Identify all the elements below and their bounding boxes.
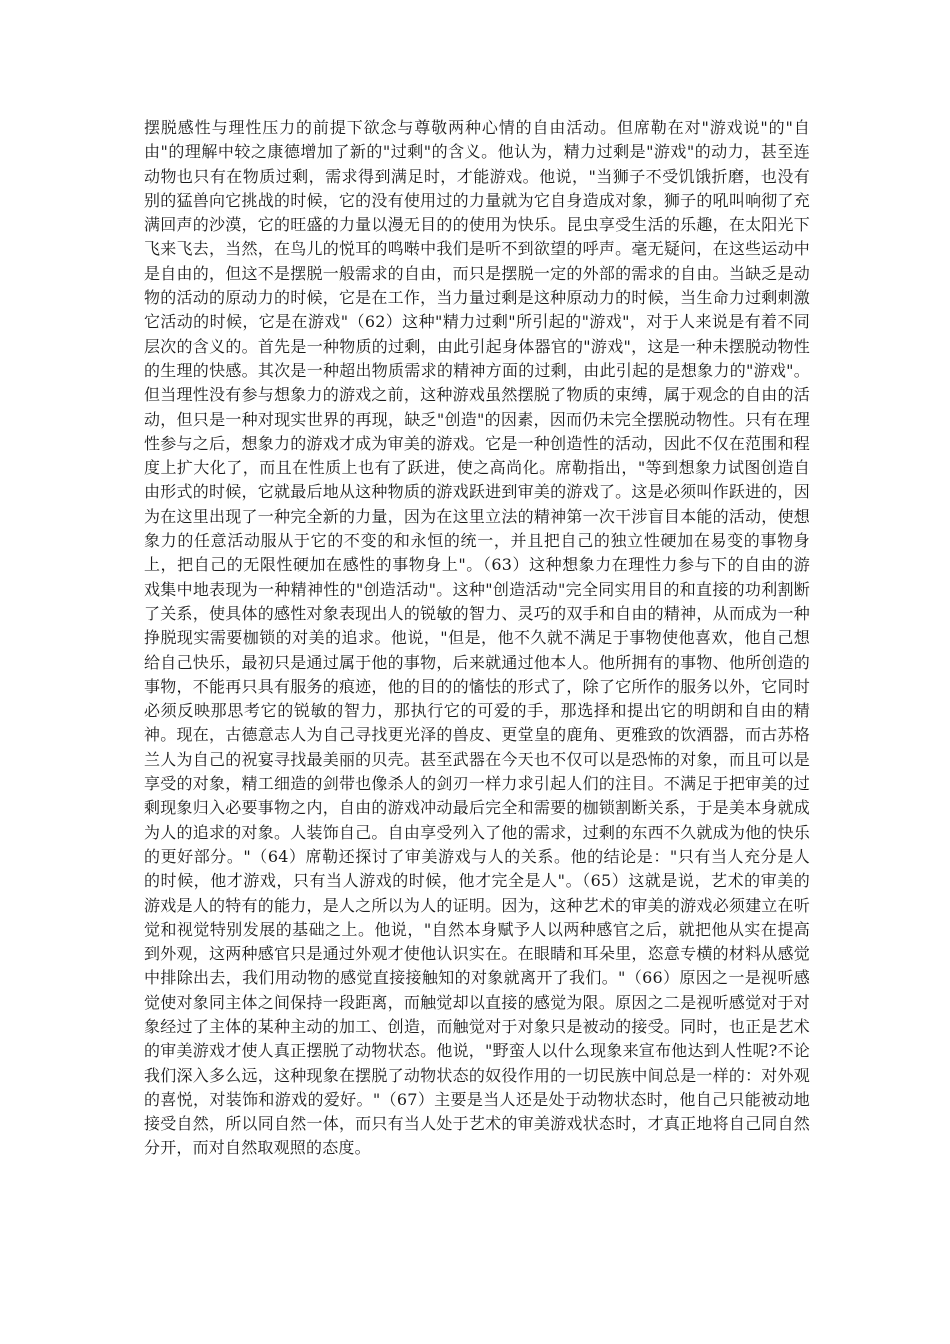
body-paragraph: 摆脱感性与理性压力的前提下欲念与尊敬两种心情的自由活动。但席勒在对"游戏说"的"自由"的理解中较之康德增加了新的"过剩"的含义。他认为，精力过剩是"游戏"的动力，甚至连动物也只有在物质过剩，需求得到满足时，才能游戏。他说，"当狮子不受饥饿折磨，也没有别的猛兽向它挑战的时候，它的没有使用过的力量就为它自身造成对象，狮子的吼叫响彻了充满回声的沙漠，它的旺盛的力量以漫无目的的使用为快乐。昆虫享受生活的乐趣，在太阳光下飞来飞去，当然，在鸟儿的悦耳的鸣啭中我们是听不到欲望的呼声。毫无疑问，在这些运动中是自由的，但这不是摆脱一般需求的自由，而只是摆脱一定的外部的需求的自由。当缺乏是动物的活动的原动力的时候，它是在工作，当力量过剩是这种原动力的时候，当生命力过剩刺激它活动的时候，它是在游戏"（62）这种"精力过剩"所引起的"游戏"，对于人来说是有着不同层次的含义的。首先是一种物质的过剩，由此引起身体器官的"游戏"，这是一种未摆脱动物性的生理的快感。其次是一种超出物质需求的精神方面的过剩，由此引起的是想象力的"游戏"。但当理性没有参与想象力的游戏之前，这种游戏虽然摆脱了物质的束缚，属于观念的自由的活动，但只是一种对现实世界的再现，缺乏"创造"的因素，因而仍未完全摆脱动物性。只有在理性参与之后，想象力的游戏才成为审美的游戏。它是一种创造性的活动，因此不仅在范围和程度上扩大化了，而且在性质上也有了跃进，使之高尚化。席勒指出，"等到想象力试图创造自由形式的时候，它就最后地从这种物质的游戏跃进到审美的游戏了。这是必须叫作跃进的，因为在这里出现了一种完全新的力量，因为在这里立法的精神第一次干涉盲目本能的活动，使想象力的任意活动服从于它的不变的和永恒的统一，并且把自己的独立性硬加在易变的事物身上，把自己的无限性硬加在感性的事物身上"。（63）这种想象力在理性力参与下的自由的游戏集中地表现为一种精神性的"创造活动"。这种"创造活动"完全同实用目的和直接的功利割断了关系，使具体的感性对象表现出人的锐敏的智力、灵巧的双手和自由的精神，从而成为一种挣脱现实需要枷锁的对美的追求。他说，"但是，他不久就不满足于事物使他喜欢，他自己想给自己快乐，最初只是通过属于他的事物，后来就通过他本人。他所拥有的事物、他所创造的事物，不能再只具有服务的痕迹，他的目的的慉怯的形式了，除了它所作的服务以外，它同时必须反映那思考它的锐敏的智力，那执行它的可爱的手，那选择和提出它的明朗和自由的精神。现在，古德意志人为自己寻找更光泽的兽皮、更堂皇的鹿角、更雅致的饮酒器，而古苏格兰人为自己的祝宴寻找最美丽的贝壳。甚至武器在今天也不仅可以是恐怖的对象，而且可以是享受的对象，精工细造的剑带也像杀人的剑刃一样力求引起人们的注目。不满足于把审美的过剩现象归入必要事物之内，自由的游戏冲动最后完全和需要的枷锁割断关系，于是美本身就成为人的追求的对象。人装饰自己。自由享受列入了他的需求，过剩的东西不久就成为他的快乐的更好部分。"（64）席勒还探讨了审美游戏与人的关系。他的结论是："只有当人充分是人的时候，他才游戏，只有当人游戏的时候，他才完全是人"。（65）这就是说，艺术的审美的游戏是人的特有的能力，是人之所以为人的证明。因为，这种艺术的审美的游戏必须建立在听觉和视觉特别发展的基础之上。他说，"自然本身赋予人以两种感官之后，就把他从实在提高到外观，这两种感官只是通过外观才使他认识实在。在眼睛和耳朵里，恣意专横的材料从感觉中排除出去，我们用动物的感觉直接接触知的对象就离开了我们。"（66）原因之一是视听感觉使对象同主体之间保持一段距离，而触觉却以直接的感觉为限。原因之二是视听感觉对于对象经过了主体的某种主动的加工、创造，而触觉对于对象只是被动的接受。同时，也正是艺术的审美游戏才使人真正摆脱了动物状态。他说，"野蛮人以什么现象来宣布他达到人性呢?不论我们深入多么远，这种现象在摆脱了动物状态的奴役作用的一切民族中间总是一样的：对外观的喜悦，对装饰和游戏的爱好。"（67）主要是当人还是处于动物状态时，他自己只能被动地接受自然，所以同自然一体，而只有当人处于艺术的审美游戏状态时，才真正地将自己同自然分开，而对自然取观照的态度。 bbox=[144, 118, 810, 1158]
